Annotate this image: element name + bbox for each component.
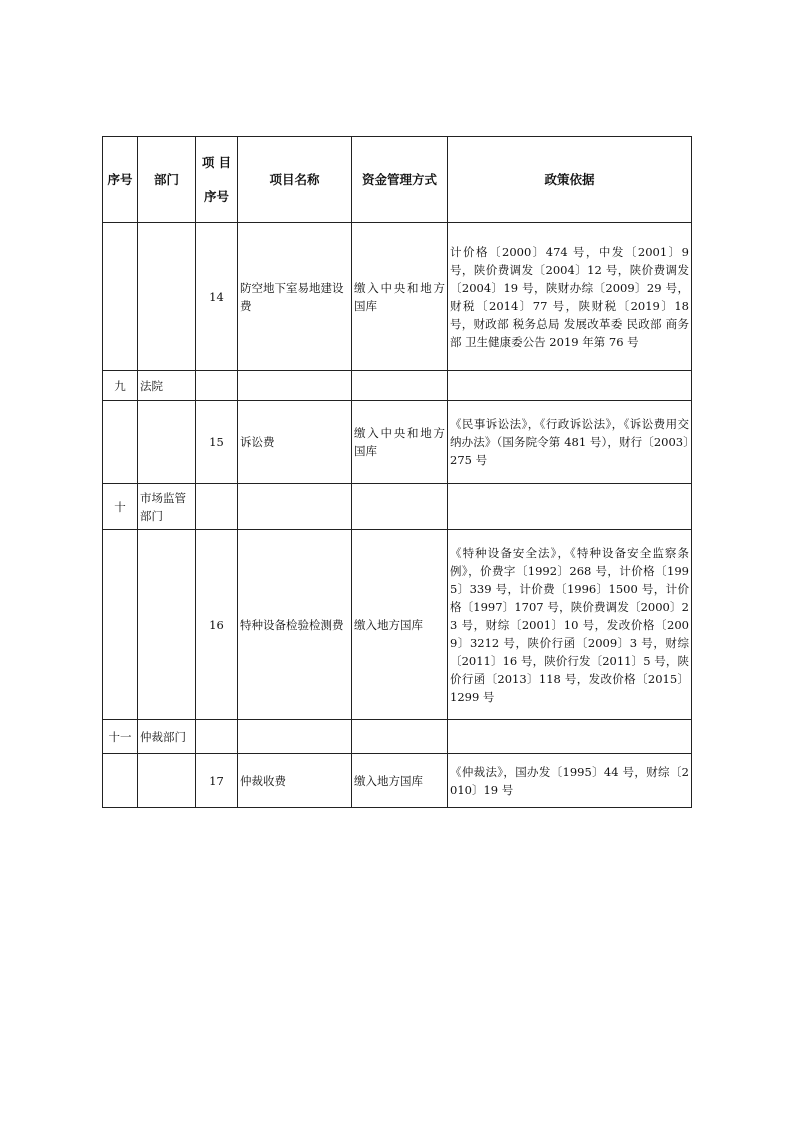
- cell-seq: 九: [103, 371, 138, 401]
- cell-dept: 法院: [138, 371, 196, 401]
- cell-item-no: 17: [196, 754, 238, 808]
- cell-policy: [448, 371, 692, 401]
- cell-item-name: 诉讼费: [238, 401, 352, 484]
- header-dept: 部门: [138, 137, 196, 223]
- cell-fund-mgmt: 缴入地方国库: [352, 530, 448, 720]
- cell-item-no: [196, 720, 238, 754]
- header-item-seq: [196, 137, 238, 223]
- cell-policy: 《仲裁法》，国办发〔1995〕44 号，财综〔2010〕19 号: [448, 754, 692, 808]
- table-row: [103, 401, 692, 484]
- cell-dept: 仲裁部门: [138, 720, 196, 754]
- table-row: [103, 371, 692, 401]
- cell-item-no: 14: [196, 223, 238, 371]
- cell-item-name: 防空地下室易地建设费: [238, 223, 352, 371]
- cell-seq: 十一: [103, 720, 138, 754]
- cell-item-name: [238, 720, 352, 754]
- header-item-seq-line2: 序号: [203, 188, 229, 204]
- cell-policy: 《特种设备安全法》，《特种设备安全监察条例》，价费字〔1992〕268 号，计价格〔1995〕339 号，计价费〔1996〕1500 号，计价格〔1997〕1707 号，陕价费调发〔2000〕23 号，财综〔2001〕10 号，发改价格〔2009〕3212 号，陕价行函〔2009〕3 号，财综〔2011〕16 号，陕价行发〔2011〕5 号，陕价行函〔2013〕118 号，发改价格〔2015〕1299 号: [448, 530, 692, 720]
- table-row: [103, 484, 692, 530]
- table-row: [103, 223, 692, 371]
- table-row: [103, 720, 692, 754]
- fee-policy-table: [102, 136, 692, 808]
- cell-seq: 十: [103, 484, 138, 530]
- header-item-name: 项目名称: [238, 137, 352, 223]
- header-seq: 序号: [103, 137, 138, 223]
- cell-dept: [138, 530, 196, 720]
- header-policy: 政策依据: [448, 137, 692, 223]
- cell-policy: [448, 720, 692, 754]
- cell-fund-mgmt: [352, 484, 448, 530]
- cell-dept: [138, 223, 196, 371]
- cell-item-name: 特种设备检验检测费: [238, 530, 352, 720]
- cell-item-name: [238, 371, 352, 401]
- cell-fund-mgmt: 缴入地方国库: [352, 754, 448, 808]
- cell-fund-mgmt: [352, 371, 448, 401]
- header-item-seq-line1: 项 目: [201, 154, 232, 170]
- cell-item-name: 仲裁收费: [238, 754, 352, 808]
- cell-seq: [103, 754, 138, 808]
- cell-dept: [138, 401, 196, 484]
- header-fund-mgmt: 资金管理方式: [352, 137, 448, 223]
- table-row: [103, 530, 692, 720]
- cell-seq: [103, 530, 138, 720]
- cell-policy: 《民事诉讼法》，《行政诉讼法》，《诉讼费用交纳办法》（国务院令第 481 号），财行〔2003〕275 号: [448, 401, 692, 484]
- cell-item-no: [196, 371, 238, 401]
- cell-seq: [103, 223, 138, 371]
- cell-dept: [138, 754, 196, 808]
- cell-item-no: 16: [196, 530, 238, 720]
- cell-item-name: [238, 484, 352, 530]
- table-header-row: [103, 137, 692, 223]
- cell-policy: 计价格〔2000〕474 号，中发〔2001〕9 号，陕价费调发〔2004〕12 号，陕价费调发〔2004〕19 号，陕财办综〔2009〕29 号，财税〔2014〕77 号，陕财税〔2019〕18 号，财政部 税务总局 发展改革委 民政部 商务部 卫生健康委公告 2019 年第 76 号: [448, 223, 692, 371]
- cell-item-no: [196, 484, 238, 530]
- cell-dept: 市场监管部门: [138, 484, 196, 530]
- cell-item-no: 15: [196, 401, 238, 484]
- cell-fund-mgmt: 缴入中央和地方国库: [352, 223, 448, 371]
- cell-fund-mgmt: [352, 720, 448, 754]
- table-row: [103, 754, 692, 808]
- cell-seq: [103, 401, 138, 484]
- cell-fund-mgmt: 缴入中央和地方国库: [352, 401, 448, 484]
- cell-policy: [448, 484, 692, 530]
